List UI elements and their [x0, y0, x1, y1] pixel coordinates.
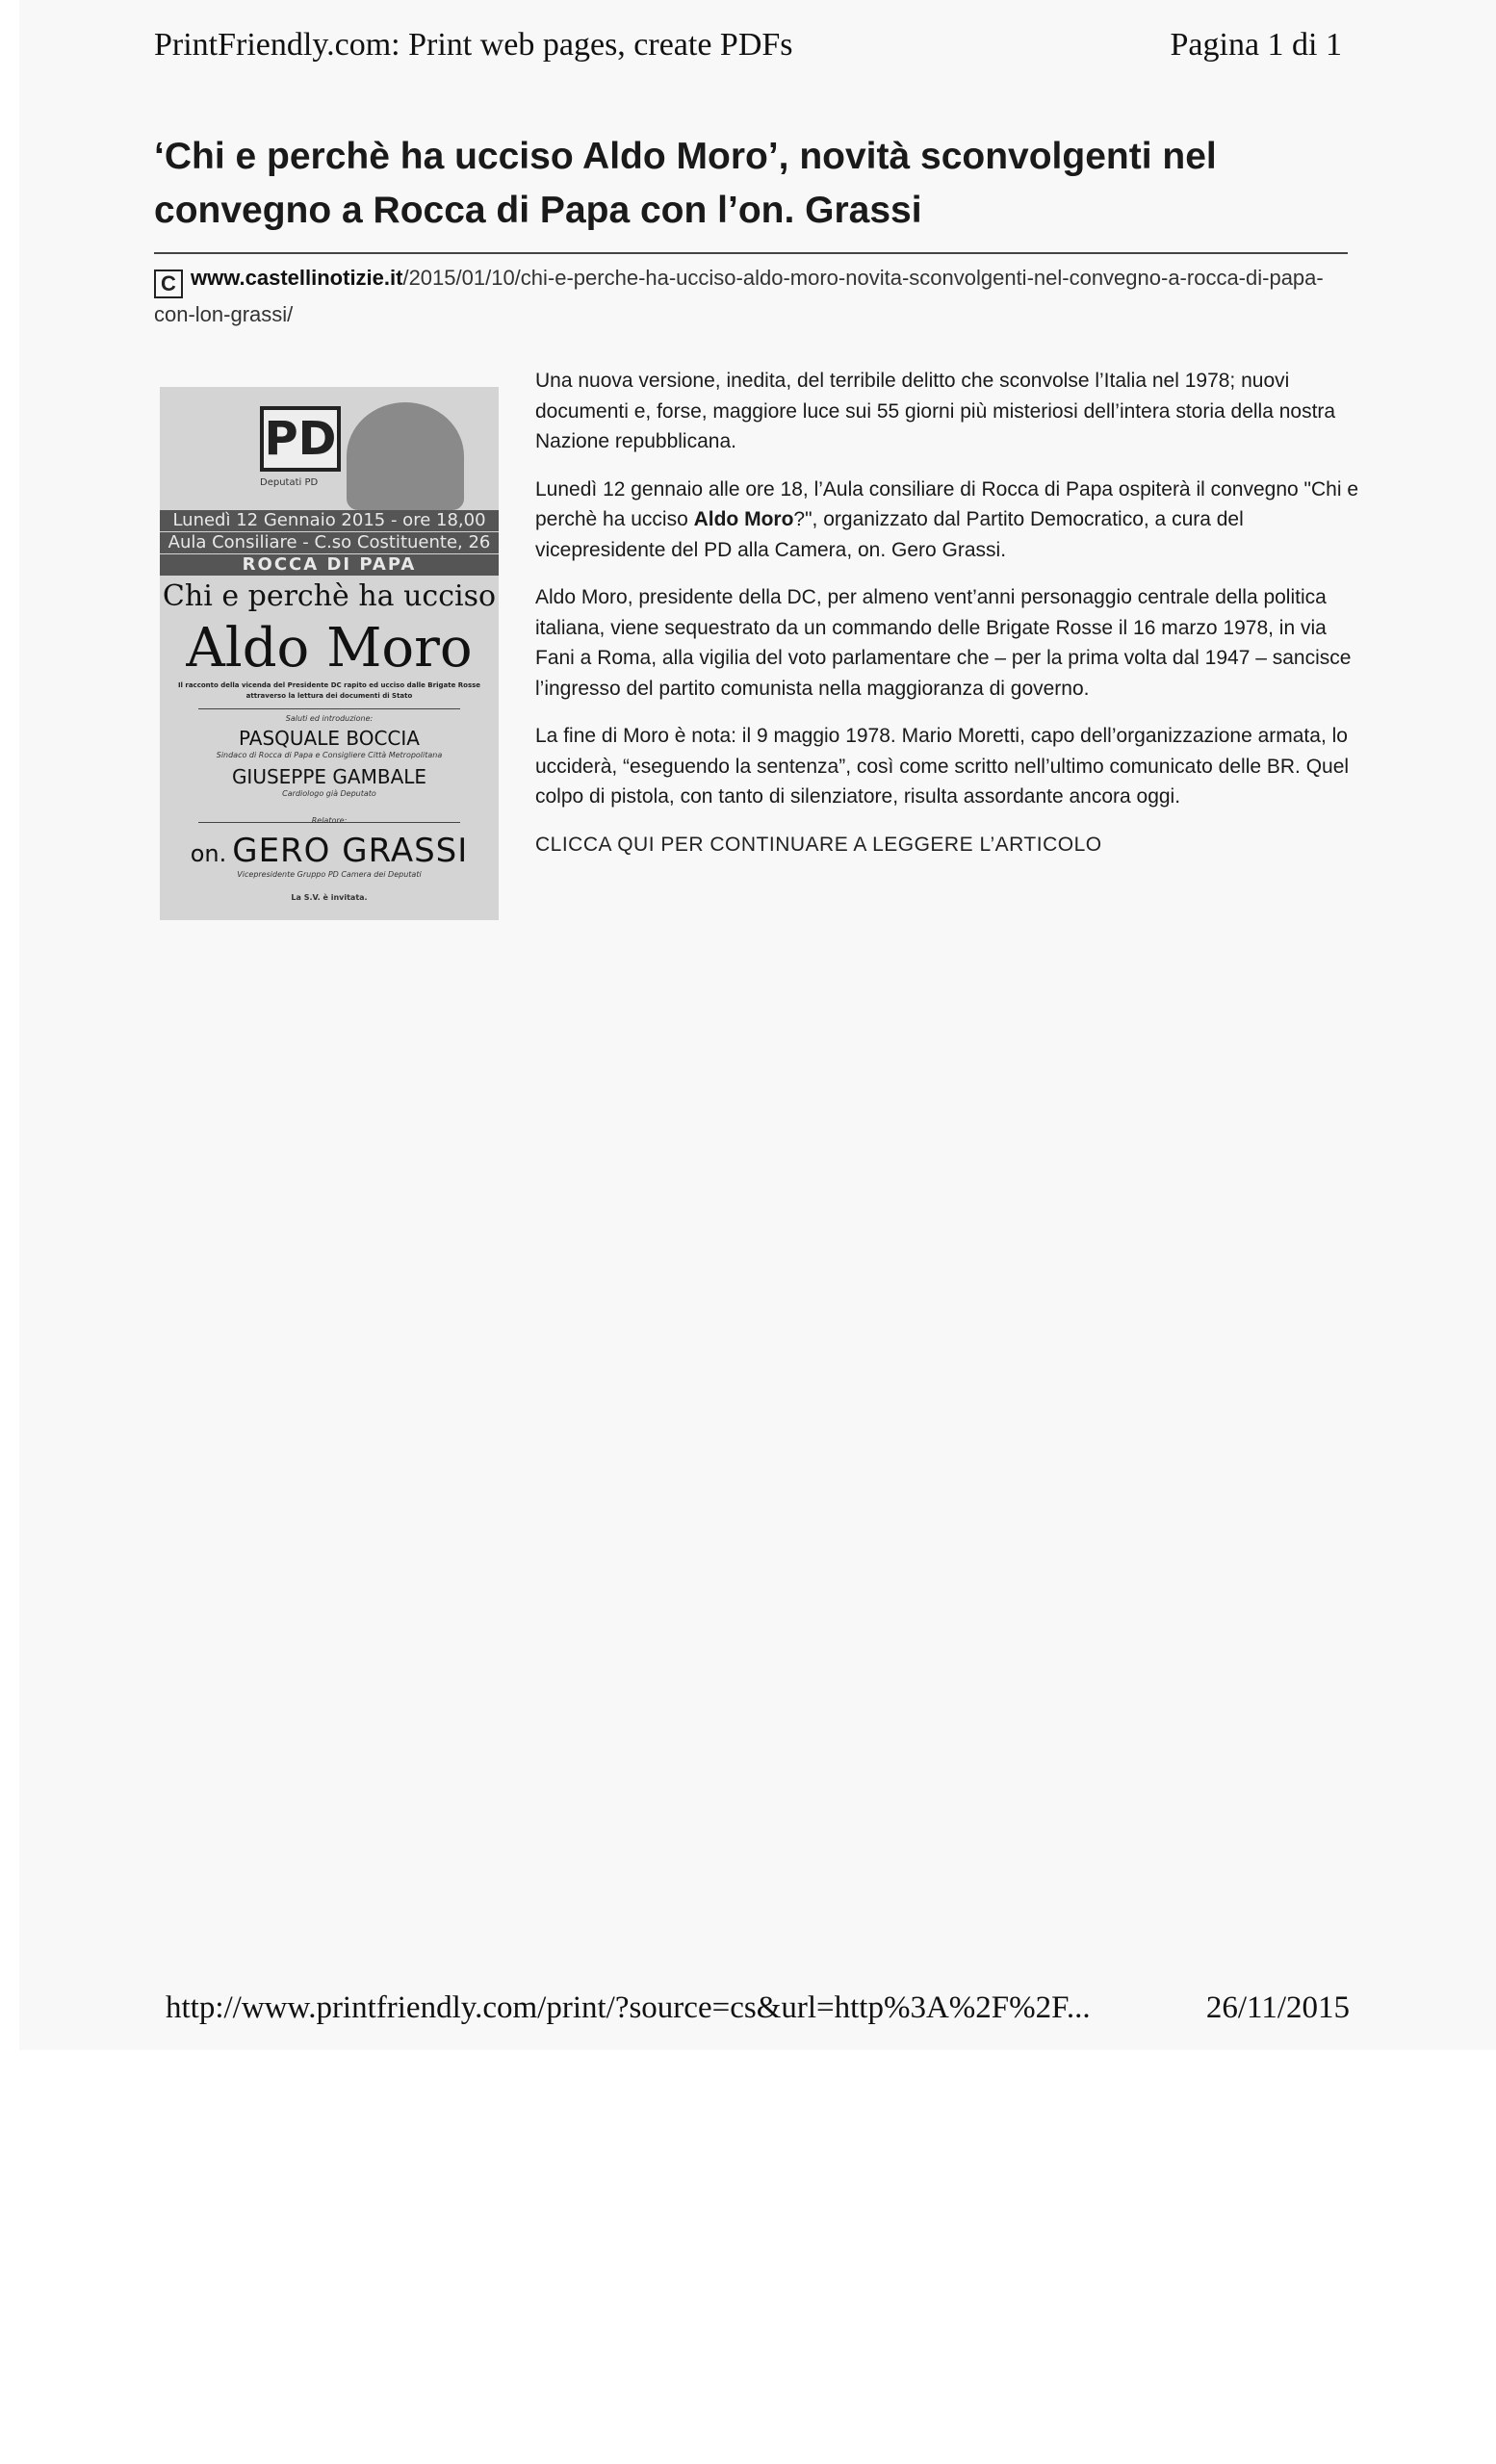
- article-title: ‘Chi e perchè ha ucciso Aldo Moro’, novità sconvolgenti nel convegno a Rocca di Papa con l’on. Grassi: [154, 136, 1217, 231]
- poster-name: Aldo Moro: [186, 617, 473, 680]
- poster-invite: La S.V. è invitata.: [291, 893, 368, 902]
- pd-logo-caption: Deputati PD: [260, 477, 319, 488]
- poster-date: Lunedì 12 Gennaio 2015 - ore 18,00: [160, 510, 499, 531]
- article-paragraph: Aldo Moro, presidente della DC, per almeno vent’anni personaggio centrale della politica italiana, viene sequestrato da un commando delle Brigate Rosse il 16 marzo 1978, in via Fani a Roma, alla vigilia del voto parlamentare che – per la prima volta dal 1947 – sancisce l’ingresso del partito comunista nella maggioranza di governo.: [535, 586, 1352, 700]
- poster-divider: [198, 708, 460, 709]
- source-path[interactable]: /2015/01/10/chi-e-perche-ha-ucciso-aldo-moro-novita-sconvolgenti-nel-convegno-a-rocca-di-papa-con-lon-grassi/: [154, 266, 1324, 326]
- print-header-page-number: Pagina 1 di 1: [1170, 27, 1342, 63]
- portrait-image: [347, 402, 464, 510]
- pd-logo: PD: [260, 406, 341, 472]
- site-favicon-icon: C: [154, 270, 183, 298]
- poster-heading: Chi e perchè ha ucciso: [162, 579, 497, 613]
- poster-relator-prefix: on.: [190, 840, 227, 867]
- continue-reading-link[interactable]: CLICCA QUI PER CONTINUARE A LEGGERE L’ARTICOLO: [535, 833, 1102, 856]
- poster-speaker-2: GIUSEPPE GAMBALE: [231, 765, 427, 788]
- article-paragraph: Una nuova versione, inedita, del terribile delitto che sconvolse l’Italia nel 1978; nuovi documenti e, forse, maggiore luce sui 55 giorni più misteriosi dell’intera storia della nostra Nazione repubblicana.: [535, 370, 1336, 452]
- source-domain[interactable]: www.castellinotizie.it: [191, 266, 403, 290]
- poster-speaker-1-role: Sindaco di Rocca di Papa e Consigliere Città Metropolitana: [216, 751, 443, 759]
- print-footer-date: 26/11/2015: [1205, 1990, 1350, 2025]
- article-text: ?", organizzato dal Partito Democratico, a cura del vicepresidente del PD alla Camera, on. Gero Grassi.: [535, 508, 1244, 561]
- article-paragraph: [535, 475, 1363, 566]
- article-bold-name: Aldo Moro: [693, 508, 794, 530]
- title-divider: [154, 252, 1348, 254]
- article-text: Lunedì 12 gennaio alle ore 18, l’Aula consiliare di Rocca di Papa ospiterà il convegno "Chi e perchè ha ucciso: [535, 477, 1359, 530]
- poster-relator-name: GERO GRASSI: [232, 832, 469, 870]
- poster-town: ROCCA DI PAPA: [160, 554, 499, 576]
- source-url: [154, 262, 1348, 331]
- poster-venue: Aula Consiliare - C.so Costituente, 26: [160, 532, 499, 553]
- article-paragraph: La fine di Moro è nota: il 9 maggio 1978. Mario Moretti, capo dell’organizzazione armata, lo ucciderà, “eseguendo la sentenza”, così come scritto nell’ultimo comunicato delle BR. Quel colpo di pistola, con tanto di silenziatore, risulta assordante ancora oggi.: [535, 725, 1350, 808]
- article-body: [535, 366, 1363, 860]
- poster-speaker-1: PASQUALE BOCCIA: [239, 727, 420, 750]
- poster-relator-role: Vicepresidente Gruppo PD Camera dei Deputati: [237, 870, 422, 879]
- print-footer-url: http://www.printfriendly.com/print/?source=cs&url=http%3A%2F%2F...: [166, 1990, 1091, 2025]
- poster-subtitle: Il racconto della vicenda del Presidente DC rapito ed ucciso dalle Brigate Rosse attraverso la lettura dei documenti di Stato: [177, 681, 481, 700]
- event-poster-image: [160, 387, 499, 920]
- print-header-site: PrintFriendly.com: Print web pages, create PDFs: [154, 27, 793, 63]
- poster-relator-label: Relatore:: [311, 816, 348, 825]
- poster-greetings-label: Saluti ed introduzione:: [285, 714, 374, 723]
- poster-speaker-2-role: Cardiologo già Deputato: [282, 789, 376, 798]
